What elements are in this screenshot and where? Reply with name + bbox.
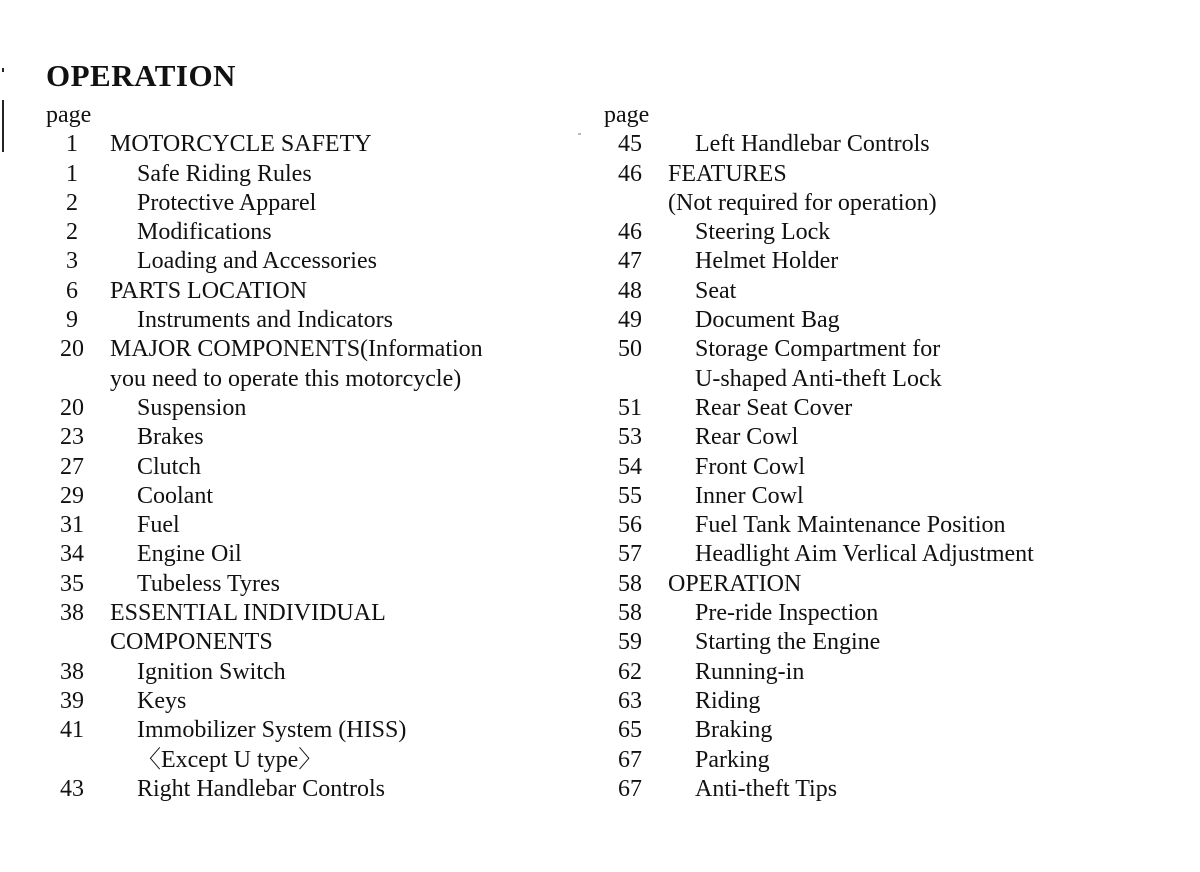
toc-entry-title: Instruments and Indicators [137,307,393,334]
toc-page-number: 49 [618,307,642,334]
toc-entry [604,775,1164,804]
toc-entry-title: Seat [695,277,737,304]
toc-entry [604,658,1164,687]
toc-entry [46,189,566,218]
toc-entry [46,628,566,657]
page-column-header: page [604,102,650,128]
toc-page-number: 41 [60,717,84,744]
toc-entry-title: 〈Except U type〉 [137,746,323,773]
toc-entry [46,540,566,569]
toc-entry-title: ESSENTIAL INDIVIDUAL [110,600,386,627]
toc-page-number: 34 [60,541,84,568]
scan-speck [578,133,581,135]
toc-entry [604,570,1164,599]
toc-entry [46,658,566,687]
toc-entry-title: you need to operate this motorcycle) [110,365,462,392]
toc-page-number: 46 [618,219,642,246]
toc-entry [46,335,566,364]
scan-margin-line [2,100,4,152]
toc-entry-title: Anti-theft Tips [695,775,838,802]
toc-page-number: 1 [66,160,78,187]
toc-entry-title: FEATURES [668,160,787,187]
toc-entry [46,423,566,452]
toc-page-number: 67 [618,775,642,802]
toc-entry [46,746,566,775]
toc-entry-title: Rear Cowl [695,424,799,451]
toc-entry-title: Headlight Aim Verlical Adjustment [695,541,1034,568]
toc-entry-title: U-shaped Anti-theft Lock [695,365,942,392]
toc-entry-title: Document Bag [695,307,840,334]
toc-page-number: 38 [60,658,84,685]
toc-page-number: 29 [60,482,84,509]
toc-entry-title: Front Cowl [695,453,806,480]
toc-entry [604,306,1164,335]
toc-entry [46,482,566,511]
toc-entry-title: Clutch [137,453,201,480]
toc-entry-title: Braking [695,717,773,744]
toc-entry [604,218,1164,247]
toc-page-number: 39 [60,687,84,714]
toc-entry-title: Riding [695,687,761,714]
toc-page-number: 58 [618,570,642,597]
toc-entry [46,775,566,804]
toc-entry-title: Parking [695,746,770,773]
toc-page-number: 20 [60,336,84,363]
toc-entry-list [604,130,1164,804]
toc-page-number [46,628,98,657]
toc-entry-title: Inner Cowl [695,482,804,509]
toc-entry-title: Rear Seat Cover [695,394,853,421]
toc-entry-title: Ignition Switch [137,658,286,685]
toc-entry [46,511,566,540]
toc-entry-list [46,130,566,804]
toc-entry-title: OPERATION [668,570,802,597]
toc-entry-title: Immobilizer System (HISS) [137,717,407,744]
toc-page-number: 45 [618,131,642,158]
toc-entry [604,540,1164,569]
toc-page-number: 62 [618,658,642,685]
toc-entry [604,247,1164,276]
toc-right-column [604,101,1164,804]
toc-entry-title: Protective Apparel [137,189,317,216]
toc-page-number: 23 [60,424,84,451]
toc-entry-title: Suspension [137,394,247,421]
toc-entry [46,160,566,189]
toc-entry [604,189,1164,218]
toc-page-number: 27 [60,453,84,480]
toc-entry [604,746,1164,775]
toc-page-number [604,189,656,218]
toc-entry [46,716,566,745]
toc-entry-title: (Not required for operation) [668,189,937,216]
toc-entry-title: Fuel [137,512,180,539]
toc-entry-title: Modifications [137,219,272,246]
toc-page-number: 1 [66,131,78,158]
toc-entry [604,365,1164,394]
toc-entry [46,599,566,628]
toc-entry-title: Tubeless Tyres [137,570,281,597]
toc-entry [604,335,1164,364]
toc-page-number [604,365,656,394]
toc-entry [46,130,566,159]
toc-page-number: 56 [618,512,642,539]
toc-entry-title: Safe Riding Rules [137,160,312,187]
toc-entry [604,453,1164,482]
toc-page-number: 2 [66,219,78,246]
toc-entry [46,453,566,482]
toc-entry [604,687,1164,716]
toc-page-number: 35 [60,570,84,597]
toc-page-number: 48 [618,277,642,304]
toc-entry-title: Keys [137,687,187,714]
toc-page-number [46,365,98,394]
toc-entry-title: COMPONENTS [110,629,273,656]
toc-page-number: 3 [66,248,78,275]
toc-entry-title: Loading and Accessories [137,248,377,275]
page-title: OPERATION [46,58,236,93]
toc-page-number: 54 [618,453,642,480]
toc-page-number: 55 [618,482,642,509]
toc-entry [604,628,1164,657]
toc-page-number: 46 [618,160,642,187]
toc-entry [604,160,1164,189]
toc-entry [604,482,1164,511]
toc-page-number: 59 [618,629,642,656]
toc-entry-title: MAJOR COMPONENTS(Information [110,336,483,363]
toc-entry [46,687,566,716]
scan-mark [2,68,4,72]
page-column-header: page [46,102,92,128]
toc-entry-title: Pre-ride Inspection [695,600,879,627]
toc-page-number: 51 [618,394,642,421]
toc-entry-title: Right Handlebar Controls [137,775,385,802]
toc-page-number: 31 [60,512,84,539]
toc-left-column [46,101,566,804]
toc-entry-title: Running-in [695,658,805,685]
toc-entry [46,365,566,394]
toc-page-number: 9 [66,307,78,334]
toc-entry [604,423,1164,452]
toc-page-number: 47 [618,248,642,275]
toc-entry [604,277,1164,306]
toc-entry [604,716,1164,745]
toc-entry [604,130,1164,159]
toc-page-number: 2 [66,189,78,216]
toc-entry-title: Coolant [137,482,213,509]
toc-page-number: 67 [618,746,642,773]
toc-entry-title: Left Handlebar Controls [695,131,930,158]
toc-entry [46,277,566,306]
toc-entry-title: Starting the Engine [695,629,881,656]
toc-page-number: 43 [60,775,84,802]
toc-entry-title: Storage Compartment for [695,336,941,363]
toc-page-number: 53 [618,424,642,451]
toc-entry-title: Brakes [137,424,204,451]
toc-page-number [46,746,98,775]
toc-page-number: 58 [618,600,642,627]
toc-page-number: 6 [66,277,78,304]
toc-page-number: 63 [618,687,642,714]
toc-entry-title: Fuel Tank Maintenance Position [695,512,1006,539]
toc-page-number: 65 [618,717,642,744]
toc-entry-title: PARTS LOCATION [110,277,308,304]
toc-entry [604,511,1164,540]
toc-entry [46,570,566,599]
toc-page-number: 50 [618,336,642,363]
toc-entry [46,306,566,335]
toc-entry [604,599,1164,628]
toc-entry [46,394,566,423]
toc-entry-title: Helmet Holder [695,248,839,275]
toc-page-number: 38 [60,600,84,627]
toc-page-number: 20 [60,394,84,421]
toc-entry [46,247,566,276]
toc-entry [46,218,566,247]
toc-page-number: 57 [618,541,642,568]
toc-entry-title: Steering Lock [695,219,831,246]
toc-entry [604,394,1164,423]
toc-entry-title: Engine Oil [137,541,242,568]
toc-entry-title: MOTORCYCLE SAFETY [110,131,372,158]
